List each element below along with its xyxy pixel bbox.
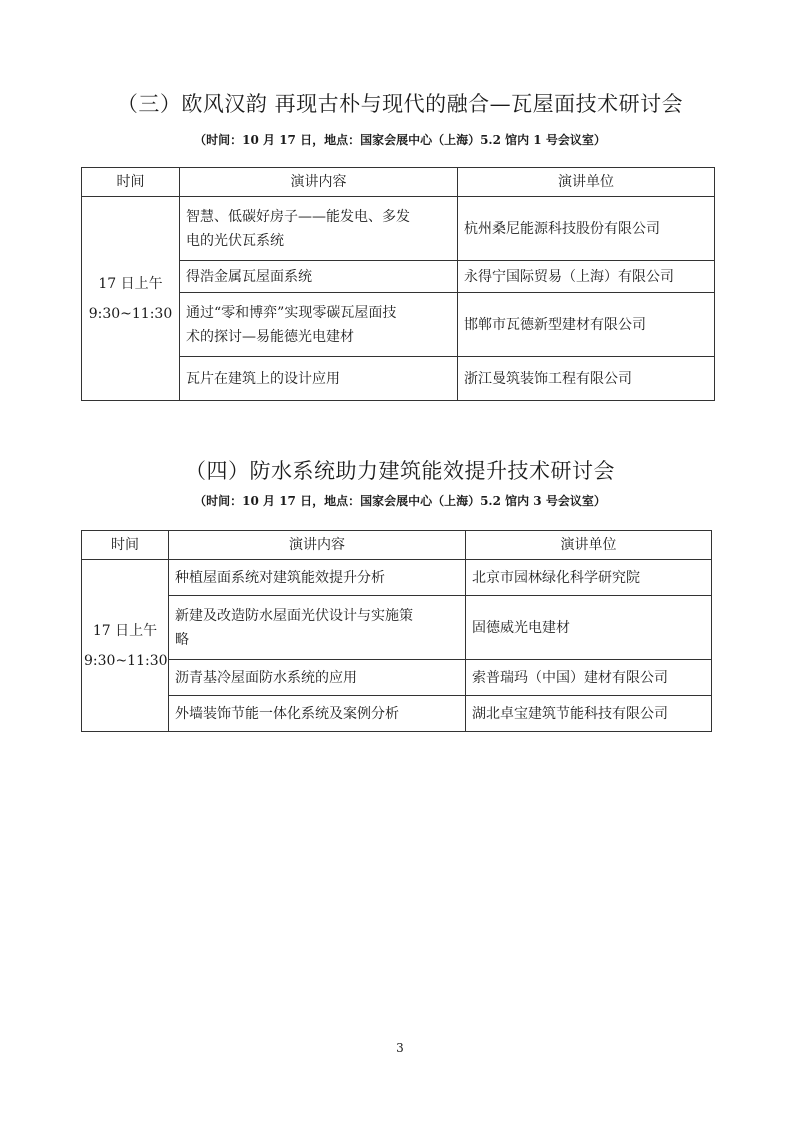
- table-header-row: [82, 168, 715, 197]
- org-cell: 北京市园林绿化科学研究院: [466, 560, 712, 596]
- topic-line: 外墙装饰节能一体化系统及案例分析: [175, 705, 399, 722]
- org-cell: 湖北卓宝建筑节能科技有限公司: [466, 696, 712, 732]
- org-cell: 索普瑞玛（中国）建材有限公司: [466, 660, 712, 696]
- time-date: 17 日上午: [92, 622, 158, 639]
- topic-cell: [169, 596, 466, 660]
- org-cell: 邯郸市瓦德新型建材有限公司: [458, 293, 715, 357]
- time-cell: [82, 560, 169, 732]
- table-row: [82, 660, 712, 696]
- table-row: [82, 197, 715, 261]
- header-org: 演讲单位: [466, 531, 712, 560]
- time-range: 9:30~11:30: [84, 652, 168, 669]
- table-row: [82, 560, 712, 596]
- topic-line: 智慧、低碳好房子——能发电、多发: [186, 208, 410, 225]
- section3-title: （三）欧风汉韵 再现古朴与现代的融合—瓦屋面技术研讨会: [116, 92, 684, 116]
- page-number: 3: [396, 1041, 404, 1055]
- topic-line: 电的光伏瓦系统: [186, 232, 284, 249]
- header-topic: 演讲内容: [169, 531, 466, 560]
- org-cell: 浙江曼筑装饰工程有限公司: [458, 357, 715, 401]
- header-time: 时间: [82, 168, 180, 197]
- section4-subtitle: （时间：10 月 17 日，地点：国家会展中心（上海）5.2 馆内 3 号会议室）: [194, 494, 606, 508]
- topic-line: 得浩金属瓦屋面系统: [186, 268, 312, 285]
- header-org: 演讲单位: [458, 168, 715, 197]
- topic-line: 新建及改造防水屋面光伏设计与实施策: [175, 607, 413, 624]
- section3-schedule-table: [81, 167, 715, 401]
- header-topic: 演讲内容: [180, 168, 458, 197]
- time-cell: [82, 197, 180, 401]
- org-cell: 永得宁国际贸易（上海）有限公司: [458, 261, 715, 293]
- topic-cell: [180, 293, 458, 357]
- header-time: 时间: [82, 531, 169, 560]
- topic-cell: [180, 357, 458, 401]
- topic-line: 瓦片在建筑上的设计应用: [186, 370, 340, 387]
- topic-line: 沥青基冷屋面防水系统的应用: [175, 669, 357, 686]
- table-row: [82, 696, 712, 732]
- time-range: 9:30~11:30: [88, 305, 173, 322]
- section4-title: （四）防水系统助力建筑能效提升技术研讨会: [185, 459, 615, 483]
- topic-cell: [180, 261, 458, 293]
- table-row: [82, 596, 712, 660]
- topic-line: 通过“零和博弈”实现零碳瓦屋面技: [186, 304, 397, 321]
- org-cell: 杭州桑尼能源科技股份有限公司: [458, 197, 715, 261]
- topic-line: 略: [175, 631, 189, 648]
- topic-line: 术的探讨—易能德光电建材: [186, 328, 354, 345]
- topic-cell: [169, 660, 466, 696]
- section3-subtitle: （时间：10 月 17 日，地点：国家会展中心（上海）5.2 馆内 1 号会议室）: [194, 133, 606, 147]
- section4-schedule-table: [81, 530, 712, 732]
- org-cell: 固德威光电建材: [466, 596, 712, 660]
- topic-cell: [180, 197, 458, 261]
- time-date: 17 日上午: [98, 275, 163, 292]
- table-header-row: [82, 531, 712, 560]
- topic-cell: [169, 696, 466, 732]
- topic-line: 种植屋面系统对建筑能效提升分析: [175, 569, 385, 586]
- topic-cell: [169, 560, 466, 596]
